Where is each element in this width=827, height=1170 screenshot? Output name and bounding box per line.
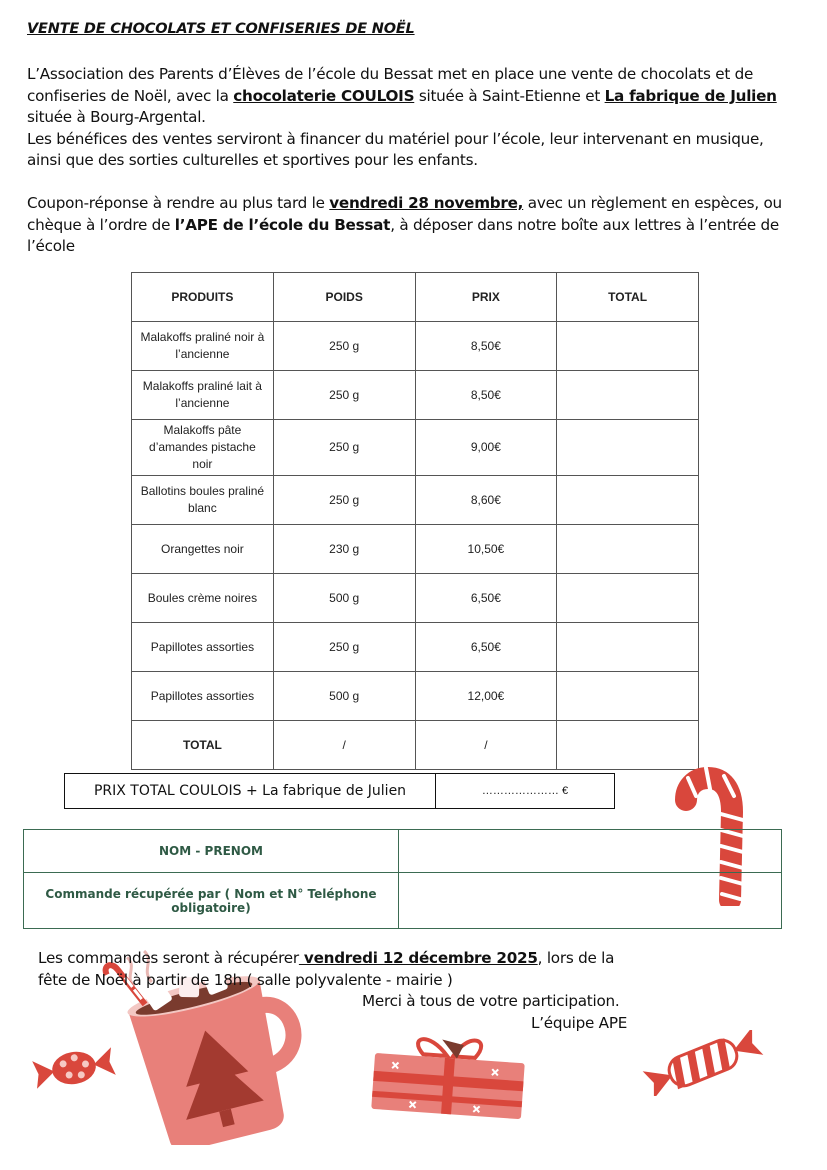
products-table (131, 272, 699, 770)
table-row (132, 420, 699, 476)
total-label: TOTAL (132, 721, 274, 770)
table-total-row (132, 721, 699, 770)
header-total: TOTAL (557, 273, 699, 322)
product-weight: 500 g (273, 672, 415, 721)
pickup-date: vendredi 12 décembre 2025 (298, 949, 538, 967)
coupon-deadline: vendredi 28 novembre, (329, 194, 524, 212)
gift-box-icon (365, 1026, 530, 1120)
client-name-label: NOM - PRENOM (24, 830, 399, 873)
client-pickup-label: Commande récupérée par ( Nom et N° Teléphone obligatoire) (24, 873, 399, 929)
intro-paragraph (27, 64, 797, 172)
header-prix: PRIX (415, 273, 557, 322)
wrapped-candy-icon (30, 1044, 118, 1092)
striped-candy-icon (640, 1030, 766, 1096)
product-name: Papillotes assorties (132, 672, 274, 721)
coupon-payee: l’APE de l’école du Bessat (174, 215, 391, 234)
product-name: Malakoffs praliné noir à l’ancienne (132, 322, 274, 371)
client-info-table (23, 829, 782, 929)
thanks-text: Merci à tous de votre participation. (362, 992, 620, 1010)
product-total-cell[interactable] (557, 322, 699, 371)
page-title: VENTE DE CHOCOLATS ET CONFISERIES DE NOËL (27, 21, 415, 37)
product-weight: 250 g (273, 420, 415, 476)
product-total-cell[interactable] (557, 476, 699, 525)
product-price: 8,60€ (415, 476, 557, 525)
product-name: Malakoffs pâte d’amandes pistache noir (132, 420, 274, 476)
product-name: Papillotes assorties (132, 623, 274, 672)
product-name: Boules crème noires (132, 574, 274, 623)
product-total-cell[interactable] (557, 623, 699, 672)
intro-coulois: chocolaterie COULOIS (233, 86, 415, 105)
table-header-row (132, 273, 699, 322)
coupon-text-2: avec un règlement en espèces, ou chèque à l’ordre de (27, 194, 782, 234)
product-weight: 230 g (273, 525, 415, 574)
product-total-cell[interactable] (557, 420, 699, 476)
product-weight: 250 g (273, 623, 415, 672)
pickup-text-1: Les commandes seront à récupérer (38, 949, 299, 967)
intro-text-2: située à Saint-Etienne et (414, 86, 605, 105)
product-price: 12,00€ (415, 672, 557, 721)
coupon-paragraph (27, 193, 797, 258)
pickup-paragraph (38, 948, 638, 991)
product-price: 6,50€ (415, 623, 557, 672)
table-row (132, 525, 699, 574)
client-pickup-row (24, 873, 782, 929)
grand-total-box (64, 773, 615, 809)
total-weight-slash: / (273, 721, 415, 770)
intro-text-3: située à Bourg-Argental. (27, 108, 206, 126)
product-price: 8,50€ (415, 371, 557, 420)
pickup-text-2: , lors de la fête de Noël à partir de 18h ( salle polyvalente - mairie ) (38, 949, 615, 989)
product-total-cell[interactable] (557, 371, 699, 420)
coupon-text-1: Coupon-réponse à rendre au plus tard le (27, 194, 330, 212)
coupon-text-3: , à déposer dans notre boîte aux lettres à l’entrée de l’école (27, 215, 779, 255)
grand-total-label: PRIX TOTAL COULOIS + La fabrique de Julien (65, 774, 436, 808)
product-weight: 500 g (273, 574, 415, 623)
product-price: 10,50€ (415, 525, 557, 574)
table-row (132, 623, 699, 672)
client-pickup-field[interactable] (399, 873, 782, 929)
product-name: Malakoffs praliné lait à l’ancienne (132, 371, 274, 420)
table-row (132, 371, 699, 420)
product-weight: 250 g (273, 476, 415, 525)
client-name-field[interactable] (399, 830, 782, 873)
product-weight: 250 g (273, 371, 415, 420)
table-row (132, 672, 699, 721)
client-name-row (24, 830, 782, 873)
product-total-cell[interactable] (557, 574, 699, 623)
product-price: 6,50€ (415, 574, 557, 623)
total-price-slash: / (415, 721, 557, 770)
table-row (132, 322, 699, 371)
table-row (132, 476, 699, 525)
grand-total-value[interactable]: ………………… € (481, 785, 569, 797)
intro-text-4: Les bénéfices des ventes serviront à financer du matériel pour l’école, leur intervenant en musique, ainsi que des sorties culturelles et sportives pour les enfants. (27, 129, 764, 169)
intro-text-1: L’Association des Parents d’Élèves de l’école du Bessat met en place une vente de chocolats et de confiseries de Noël, avec la (27, 65, 754, 105)
product-name: Ballotins boules praliné blanc (132, 476, 274, 525)
table-row (132, 574, 699, 623)
product-total-cell[interactable] (557, 525, 699, 574)
product-price: 9,00€ (415, 420, 557, 476)
intro-fabrique: La fabrique de Julien (604, 86, 777, 105)
product-name: Orangettes noir (132, 525, 274, 574)
header-produits: PRODUITS (132, 273, 274, 322)
product-price: 8,50€ (415, 322, 557, 371)
product-total-cell[interactable] (557, 672, 699, 721)
signature-text: L’équipe APE (531, 1014, 628, 1032)
header-poids: POIDS (273, 273, 415, 322)
product-weight: 250 g (273, 322, 415, 371)
